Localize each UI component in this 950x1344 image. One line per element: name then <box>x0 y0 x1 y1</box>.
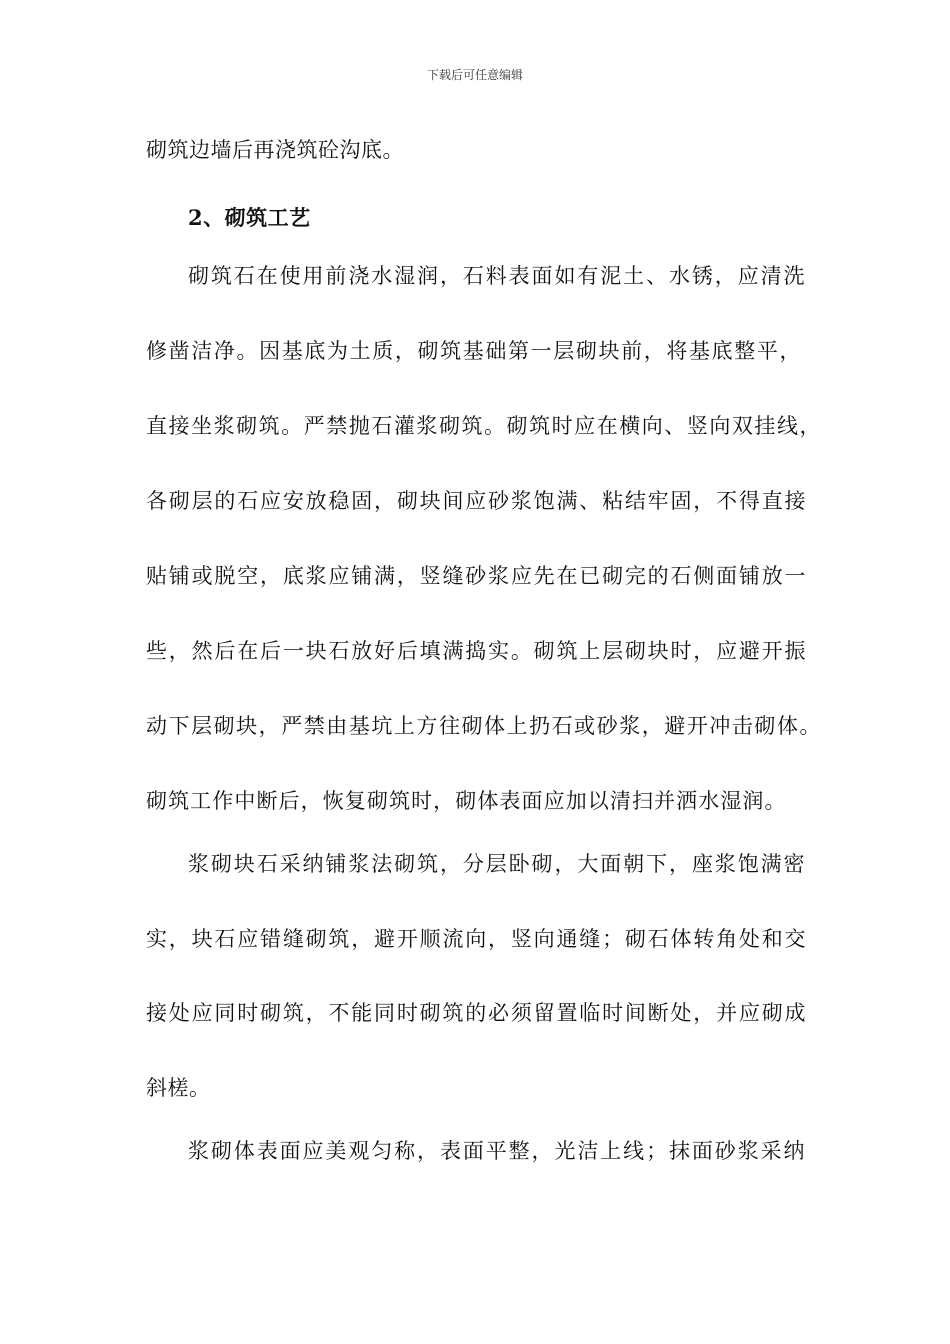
paragraph-line: 修凿洁净。因基底为土质，砌筑基础第一层砌块前，将基底整平， <box>146 339 801 363</box>
paragraph-line: 砌筑工作中断后，恢复砌筑时，砌体表面应加以清扫并洒水湿润。 <box>146 789 786 813</box>
paragraph-line: 直接坐浆砌筑。严禁抛石灌浆砌筑。砌筑时应在横向、竖向双挂线， <box>146 414 821 438</box>
paragraph-line: 浆砌块石采纳铺浆法砌筑，分层卧砌，大面朝下，座浆饱满密 <box>188 852 805 876</box>
paragraph-line: 接处应同时砌筑，不能同时砌筑的必须留置临时间断处，并应砌成 <box>146 1001 806 1025</box>
paragraph-line: 砌筑石在使用前浇水湿润，石料表面如有泥土、水锈，应清洗 <box>188 264 805 288</box>
paragraph-line: 些，然后在后一块石放好后填满捣实。砌筑上层砌块时，应避开振 <box>146 639 806 663</box>
paragraph-line: 砌筑边墙后再浇筑砼沟底。 <box>146 138 404 162</box>
paragraph-line: 浆砌体表面应美观匀称，表面平整，光洁上线；抹面砂浆采纳 <box>188 1139 805 1163</box>
paragraph-line: 实，块石应错缝砌筑，避开顺流向，竖向通缝；砌石体转角处和交 <box>146 927 806 951</box>
section-heading: 2、砌筑工艺 <box>188 205 311 230</box>
page-header: 下载后可任意编辑 <box>426 68 523 82</box>
paragraph-line: 斜槎。 <box>146 1076 211 1100</box>
paragraph-line: 贴铺或脱空，底浆应铺满，竖缝砂浆应先在已砌完的石侧面铺放一 <box>146 564 806 588</box>
paragraph-line: 动下层砌块，严禁由基坑上方往砌体上扔石或砂浆，避开冲击砌体。 <box>146 714 821 738</box>
paragraph-line: 各砌层的石应安放稳固，砌块间应砂浆饱满、粘结牢固，不得直接 <box>146 489 806 513</box>
